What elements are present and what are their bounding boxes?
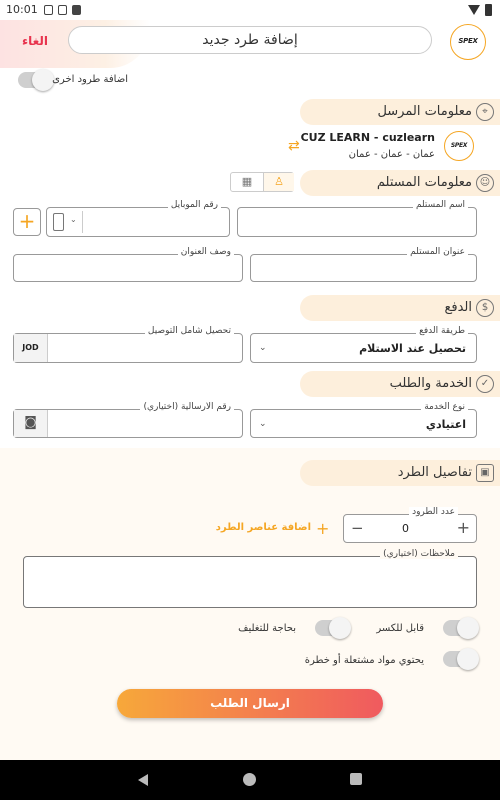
currency-label: JOD bbox=[14, 334, 48, 362]
page-title: إضافة طرد جديد bbox=[68, 26, 432, 54]
parcel-section-title: تفاصيل الطرد bbox=[397, 465, 472, 480]
payment-method-label: طريقة الدفع bbox=[416, 326, 468, 336]
payment-method-value: تحصيل عند الاستلام bbox=[359, 342, 466, 355]
receiver-name-field[interactable] bbox=[237, 200, 477, 237]
location-icon: ⌖ bbox=[476, 103, 494, 121]
address-description-label: وصف العنوان bbox=[178, 247, 234, 257]
receiver-address-label: عنوان المستلم bbox=[407, 247, 468, 257]
switch-sender-icon[interactable]: ⇄ bbox=[288, 138, 300, 154]
spex-logo: SPEX bbox=[450, 24, 486, 60]
hazardous-toggle[interactable] bbox=[443, 651, 477, 667]
receiver-section-title: معلومات المستلم bbox=[376, 175, 472, 190]
reference-number-label: رقم الارسالية (اختياري) bbox=[140, 402, 234, 412]
service-section-title: الخدمة والطلب bbox=[389, 376, 472, 391]
mobile-label: رقم الموبايل bbox=[168, 200, 221, 210]
gear-icon bbox=[44, 5, 53, 15]
mobile-field[interactable] bbox=[46, 200, 230, 237]
sender-avatar: SPEX bbox=[444, 131, 474, 161]
system-nav-bar bbox=[0, 760, 500, 800]
add-more-label: اضافة طرود اخرى bbox=[52, 74, 128, 85]
notes-textarea[interactable] bbox=[23, 549, 477, 608]
address-description-field[interactable] bbox=[13, 247, 243, 282]
sender-section-title: معلومات المرسل bbox=[377, 104, 472, 119]
person-icon[interactable]: ♙ bbox=[263, 173, 294, 191]
phone-icon bbox=[53, 213, 64, 231]
app-header bbox=[0, 20, 500, 68]
fragile-label: قابل للكسر bbox=[376, 623, 424, 634]
dollar-icon: $ bbox=[476, 299, 494, 317]
receiver-name-label: اسم المستلم bbox=[413, 200, 468, 210]
increment-button[interactable]: + bbox=[456, 518, 470, 537]
payment-method-select[interactable] bbox=[250, 326, 477, 363]
parcel-section-header bbox=[300, 460, 500, 486]
check-circle-icon: ✓ bbox=[476, 375, 494, 393]
battery-icon bbox=[485, 4, 492, 16]
shield-icon bbox=[58, 5, 67, 15]
notes-label: ملاحظات (اختياري) bbox=[380, 549, 458, 559]
recent-apps-icon[interactable] bbox=[350, 773, 362, 785]
status-bar bbox=[0, 0, 500, 20]
sender-address: عمان - عمان - عمان bbox=[348, 149, 435, 160]
parcel-count-value: 0 bbox=[402, 522, 409, 535]
camera-icon[interactable]: ◙ bbox=[14, 410, 48, 437]
country-picker[interactable] bbox=[49, 211, 83, 233]
service-type-value: اعتيادي bbox=[425, 418, 466, 431]
fragile-toggle[interactable] bbox=[443, 620, 477, 636]
back-icon[interactable] bbox=[138, 774, 148, 786]
decrement-button[interactable]: − bbox=[351, 519, 364, 537]
sender-name: CUZ LEARN - cuzlearn bbox=[300, 131, 435, 144]
collection-amount-label: تحصيل شامل التوصيل bbox=[145, 326, 234, 336]
service-type-label: نوع الخدمة bbox=[421, 402, 468, 412]
receiver-section-header bbox=[300, 170, 500, 196]
chevron-down-icon: ⌄ bbox=[259, 343, 267, 353]
building-icon[interactable]: ▦ bbox=[241, 175, 253, 188]
payment-section-title: الدفع bbox=[444, 300, 472, 315]
packaging-label: بحاجة للتغليف bbox=[238, 623, 296, 634]
sender-section-header bbox=[300, 99, 500, 125]
add-phone-button[interactable]: + bbox=[13, 208, 41, 236]
add-parcel-items-link[interactable]: اضافة عناصر الطرد bbox=[215, 522, 311, 533]
receiver-type-toggle bbox=[230, 172, 294, 192]
parcel-count-stepper[interactable] bbox=[343, 507, 477, 543]
chevron-down-icon: ⌄ bbox=[70, 215, 77, 224]
clock: 10:01 bbox=[6, 3, 38, 16]
receiver-address-field[interactable] bbox=[250, 247, 477, 282]
parcel-count-label: عدد الطرود bbox=[409, 507, 458, 517]
payment-section-header bbox=[300, 295, 500, 321]
reference-number-field[interactable] bbox=[13, 402, 243, 438]
add-more-toggle[interactable] bbox=[18, 72, 52, 88]
packaging-toggle[interactable] bbox=[315, 620, 349, 636]
plus-icon[interactable]: + bbox=[316, 519, 330, 538]
service-section-header bbox=[300, 371, 500, 397]
collection-amount-field[interactable] bbox=[13, 326, 243, 363]
submit-order-button[interactable]: ارسال الطلب bbox=[117, 689, 383, 718]
hazardous-label: يحتوي مواد مشتعلة أو خطرة bbox=[304, 655, 424, 666]
cancel-button[interactable]: الغاء bbox=[22, 34, 49, 48]
chevron-down-icon: ⌄ bbox=[259, 419, 267, 429]
sim-icon bbox=[72, 5, 81, 15]
person-circle-icon: ☺ bbox=[476, 174, 494, 192]
wifi-icon bbox=[468, 5, 480, 15]
box-icon: ▣ bbox=[476, 464, 494, 482]
service-type-select[interactable] bbox=[250, 402, 477, 438]
home-icon[interactable] bbox=[243, 773, 256, 786]
